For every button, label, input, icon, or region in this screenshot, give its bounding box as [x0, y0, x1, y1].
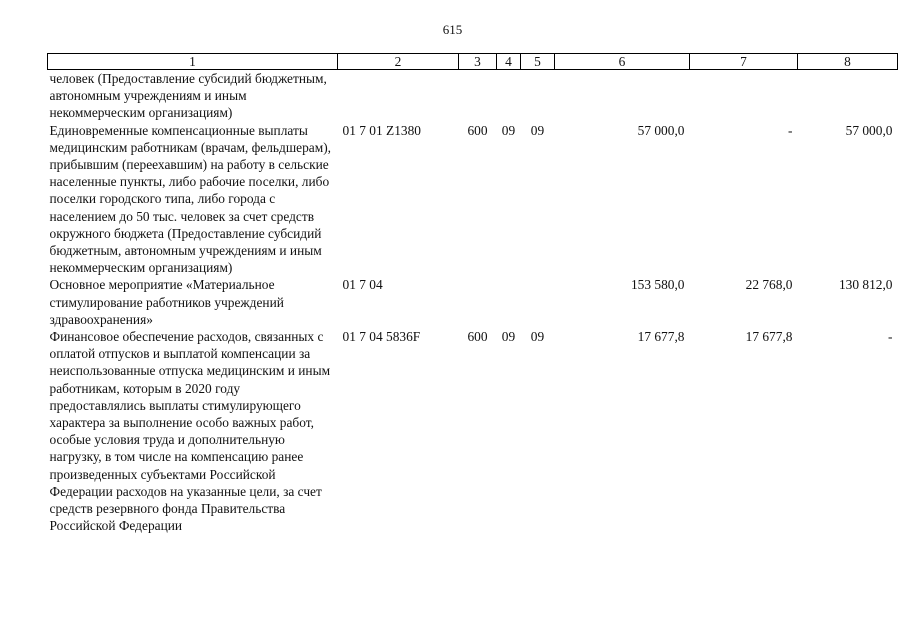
header-col-1: 1	[48, 54, 338, 70]
table-row	[48, 276, 898, 328]
row-col-5: 09	[530, 329, 545, 345]
row-code: 01 7 01 Z1380	[342, 122, 421, 138]
page-number: 615	[442, 22, 463, 37]
header-col-3: 3	[459, 54, 497, 70]
row-col-4: 09	[501, 329, 516, 345]
row-col-4	[497, 276, 521, 328]
row-name: Основное мероприятие «Материальное стимулирование работников учреждений здравоохранения»	[49, 277, 284, 327]
header-col-8: 8	[798, 54, 898, 70]
row-code: 01 7 04 5836F	[342, 329, 421, 345]
row-code	[338, 70, 459, 122]
row-col-8: -	[888, 329, 893, 345]
table-row	[48, 328, 898, 534]
row-col-6: 153 580,0	[630, 277, 685, 293]
row-col-5: 09	[530, 122, 545, 138]
header-col-6: 6	[555, 54, 690, 70]
header-row	[48, 54, 898, 70]
row-col-8	[798, 70, 898, 122]
row-col-3: 600	[467, 329, 488, 345]
row-col-5	[521, 70, 555, 122]
table-header	[48, 54, 898, 70]
row-col-7: -	[788, 122, 793, 138]
row-col-7: 17 677,8	[745, 329, 793, 345]
row-col-8: 130 812,0	[838, 277, 893, 293]
row-col-3: 600	[467, 122, 488, 138]
row-col-8: 57 000,0	[845, 122, 893, 138]
table-row	[48, 70, 898, 122]
row-name: Единовременные компенсационные выплаты медицинским работникам (врачам, фельдшерам), прибывшим (переехавшим) на работу в сельские населенные пункты, либо рабочие поселки, либо поселки городского типа, либо города с населением до 50 тыс. человек за счет средств окружного бюджета (Предоставление субсидий бюджетным, автономным учреждениям и иным некоммерческим организациям)	[49, 122, 332, 276]
row-col-7: 22 768,0	[745, 277, 793, 293]
row-col-6: 17 677,8	[637, 329, 685, 345]
row-col-3	[459, 276, 497, 328]
row-col-6	[555, 70, 690, 122]
header-col-5: 5	[521, 54, 555, 70]
row-col-7	[690, 70, 798, 122]
header-col-2: 2	[338, 54, 459, 70]
row-col-5	[521, 276, 555, 328]
row-col-3	[459, 70, 497, 122]
table-row	[48, 122, 898, 277]
header-col-4: 4	[497, 54, 521, 70]
row-col-6: 57 000,0	[637, 122, 685, 138]
row-name: человек (Предоставление субсидий бюджетным, автономным учреждениям и иным некоммерческим организациям)	[49, 71, 327, 121]
row-col-4: 09	[501, 122, 516, 138]
row-code: 01 7 04	[342, 277, 383, 293]
header-col-7: 7	[690, 54, 798, 70]
table-body	[48, 70, 898, 535]
row-name: Финансовое обеспечение расходов, связанных с оплатой отпусков и выплатой компенсации за неиспользованные отпуска медицинским и иным работникам, которым в 2020 году предоставлялись выплаты стимулирующего характера за выполнение особо важных работ, особые условия труда и дополнительную нагрузку, в том числе на компенсацию ранее произведенных субъектами Российской Федерации расходов на указанные цели, за счет средств резервного фонда Правительства Российской Федерации	[49, 329, 331, 534]
budget-table	[47, 53, 898, 534]
row-col-4	[497, 70, 521, 122]
